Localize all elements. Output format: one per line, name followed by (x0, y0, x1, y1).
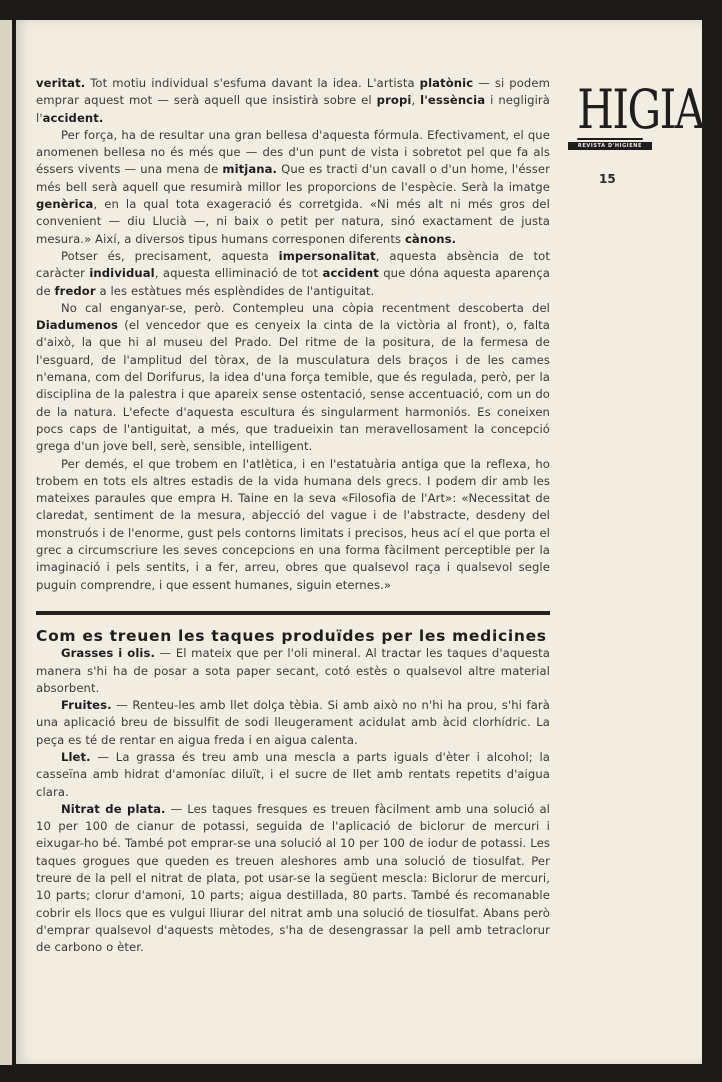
section-heading: Com es treuen les taques produïdes per les medicines (36, 626, 547, 645)
emphasis-term: veritat. (36, 76, 86, 90)
emphasis-term: genèrica (36, 197, 94, 212)
article-paragraph: Potser és, precisament, aquesta impersonalitat, aquesta absència de tot caràcter individual, aquesta elliminació de tot accident que dóna aquesta aparença de fredor a les estàtues més esplèndides de l'antiguitat. (36, 248, 550, 298)
logo-wordmark: HIGIA (577, 78, 704, 141)
emphasis-term: Llet. (61, 749, 91, 764)
emphasis-term: accident (322, 266, 379, 281)
emphasis-term: l'essència (420, 93, 486, 108)
magazine-page (16, 20, 702, 1064)
stain-item: Llet. — La grassa és treu amb una mescla a parts iguals d'èter i alcohol; la casseïna amb hidrat d'amoníac diluït, i el sucre de llet amb rentats repetits d'aigua clara. (36, 749, 550, 799)
higia-logo (568, 78, 704, 150)
emphasis-term: fredor (54, 283, 96, 298)
page-number: 15 (599, 172, 616, 186)
emphasis-term: mitjana. (222, 162, 278, 177)
facing-page-edge (0, 20, 12, 1065)
emphasis-term: Grasses i olis. (61, 646, 155, 661)
text-column (36, 75, 550, 957)
emphasis-term: Fruites. (61, 698, 112, 713)
article-paragraph: veritat. Tot motiu individual s'esfuma davant la idea. L'artista platònic — si podem emprar aquest mot — serà aquell que insistirà sobre el propi, l'essència i negligirà l'accident. (36, 76, 550, 125)
logo-subtitle: REVISTA D'HIGIENE (568, 142, 652, 150)
emphasis-term: Diadumenos (36, 318, 119, 333)
article-paragraph: Per demés, el que trobem en l'atlètica, i en l'estatuària antiga que la reflexa, ho trobem en tots els altres estadis de la vida humana dels grecs. I podem dir amb les mateixes paraules que empra H. Taine en la seva «Filosofia de l'Art»: «Necessitat de claredat, sentiment de la mesura, abjecció del vague i de l'abstracte, desdeny del monstruós i de l'enorme, gust pels contorns limitats i precisos, heus ací el que porta el grec a circumscriure les seves concepcions en una forma fàcilment perceptible per la imaginació i pels sentits, i a fer, arreu, obres que qualsevol raça i qualsevol segle puguin comprendre, i que essent humanes, siguin eternes.» (36, 456, 550, 592)
emphasis-term: accident. (42, 110, 104, 125)
stain-item: Nitrat de plata. — Les taques fresques es treuen fàcilment amb una solució al 10 per 100 de cianur de potassi, seguida de l'aplicació de biclorur de mercuri i eixugar-ho bé. També pot emprar-se una solució al 10 per 100 de iodur de potassi. Les taques grogues que queden es treuen aleshores amb una solució de tiosulfat. Per treure de la pell el nitrat de plata, pot usar-se la següent mescla: Biclorur de mercuri, 10 parts; clorur d'amoni, 10 parts; aigua destillada, 80 parts. També és recomanable cobrir els llocs que es vulgui lliurar del nitrat amb una solució de tiosulfat. Abans però d'emprar qualsevol d'aquests mètodes, s'ha de desengrassar la pell amb tetraclorur de carbono o èter. (36, 801, 550, 955)
emphasis-term: impersonalitat (278, 248, 376, 263)
section-divider (36, 611, 550, 615)
article-paragraph: Per força, ha de resultar una gran bellesa d'aquesta fórmula. Efectivament, el que anomenen bellesa no és més que — des d'un punt de vista i sobretot pel que fa als éssers vivents — una mena de mitjana. Que es tracti d'un cavall o d'un home, l'ésser més bell serà aquell que resumirà millor les proporcions de l'espècie. Serà la imatge genèrica, en la qual tota exageració és corretgida. «Ni més alt ni més gros del convenient — diu Llucià —, ni baix o petit per natura, sinó exactament de justa mesura.» Així, a diversos tipus humans corresponen diferents cànons. (36, 127, 550, 246)
emphasis-term: propi (376, 93, 412, 108)
emphasis-term: Nitrat de plata. (61, 801, 166, 816)
article-paragraph: No cal enganyar-se, però. Contempleu una còpia recentment descoberta del Diadumenos (el vencedor que es cenyeix la cinta de la victòria al front), o, falta d'això, la que hi al museu del Prado. Del ritme de la positura, de la fermesa de l'esguard, de l'amplitud del tòrax, de la musculatura dels braços i de les cames n'emana, com del Dorifurus, la idea d'una força temible, que és regulada, però, per la disciplina de la palestra i que apareix sense ostentació, sense accentuació, com un do de la natura. L'efecte d'aquesta escultura és singularment harmoniós. Es coneixen pocs caps de l'antiguitat, a més, que tradueixin tan meravellosament la concepció grega d'un jove bell, serè, sensible, intelligent. (36, 300, 550, 454)
stain-item: Fruites. — Renteu-les amb llet dolça tèbia. Si amb això no n'hi ha prou, s'hi farà una aplicació breu de bissulfit de sodi lleugerament acidulat amb àcid clorhídric. La peça es té de rentar en aigua freda i en aigua calenta. (36, 698, 550, 747)
emphasis-term: platònic (419, 76, 474, 90)
emphasis-term: cànons. (404, 231, 457, 246)
emphasis-term: individual (89, 266, 155, 281)
stain-item: Grasses i olis. — El mateix que per l'oli mineral. Al tractar les taques d'aquesta manera s'hi ha de posar a sota paper secant, cotó estès o qualsevol altre material absorbent. (36, 646, 550, 695)
